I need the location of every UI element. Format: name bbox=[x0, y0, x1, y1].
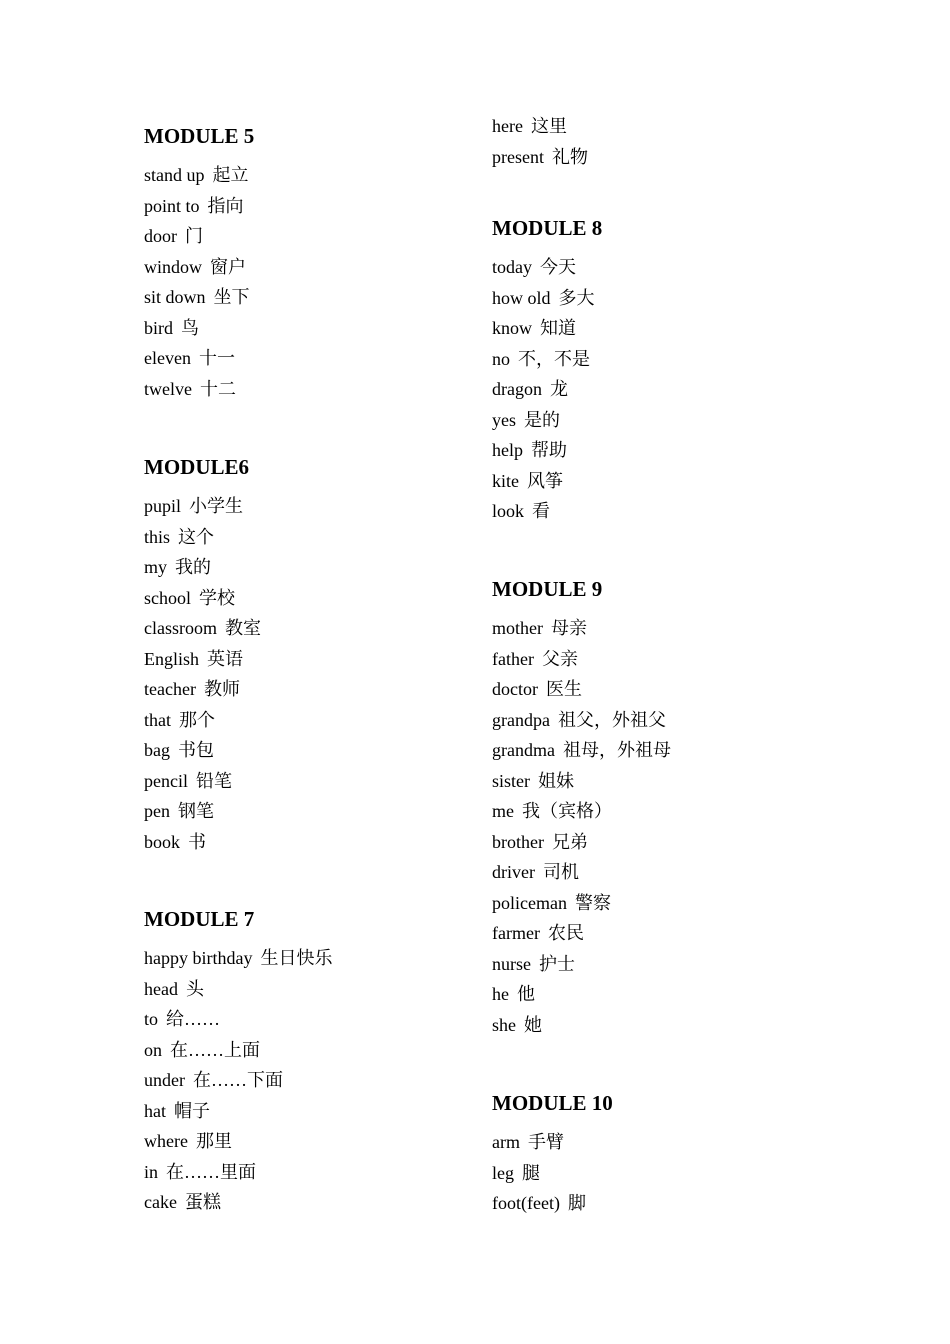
chinese-meaning: 兄弟 bbox=[551, 831, 588, 852]
vocab-item bbox=[144, 644, 261, 675]
english-word: door bbox=[144, 226, 177, 246]
english-word: twelve bbox=[144, 378, 192, 399]
vocab-list bbox=[492, 613, 671, 1040]
vocab-item bbox=[144, 1187, 332, 1218]
vocab-item bbox=[492, 111, 588, 142]
english-word: here bbox=[492, 116, 523, 136]
english-word: me bbox=[492, 801, 514, 821]
vocab-item bbox=[492, 313, 602, 344]
chinese-meaning: 今天 bbox=[540, 257, 576, 277]
vocab-item bbox=[492, 979, 671, 1010]
english-word: under bbox=[144, 1070, 185, 1090]
english-word: window bbox=[144, 256, 202, 277]
english-word: leg bbox=[492, 1162, 514, 1183]
chinese-meaning: 护士 bbox=[539, 953, 575, 974]
vocab-item bbox=[144, 1157, 332, 1188]
english-word: dragon bbox=[492, 379, 542, 399]
module-title: MODULE 9 bbox=[492, 577, 603, 601]
english-word: my bbox=[144, 557, 168, 577]
english-word: policeman bbox=[492, 892, 567, 913]
vocab-item bbox=[492, 949, 671, 980]
english-word: pencil bbox=[144, 770, 188, 791]
chinese-meaning: 铅笔 bbox=[195, 770, 232, 791]
vocab-item bbox=[492, 405, 602, 436]
chinese-meaning: 生日快乐 bbox=[260, 948, 333, 968]
vocab-item bbox=[492, 344, 602, 375]
english-word: book bbox=[144, 831, 180, 852]
vocab-item bbox=[144, 766, 261, 797]
vocab-item bbox=[144, 613, 261, 644]
vocab-item bbox=[492, 705, 671, 736]
chinese-meaning: 姐妹 bbox=[538, 770, 574, 791]
vocab-item bbox=[144, 943, 332, 974]
vocab-list bbox=[492, 252, 602, 527]
chinese-meaning: 农民 bbox=[547, 923, 584, 943]
vocab-item bbox=[144, 221, 254, 252]
vocab-list bbox=[144, 491, 261, 857]
module-title: MODULE 8 bbox=[492, 216, 603, 240]
english-word: teacher bbox=[144, 679, 196, 699]
chinese-meaning: 书 bbox=[188, 831, 206, 852]
vocab-item bbox=[144, 796, 261, 827]
chinese-meaning: 知道 bbox=[540, 318, 576, 338]
english-word: father bbox=[492, 648, 534, 669]
english-word: to bbox=[144, 1009, 159, 1029]
vocab-item bbox=[492, 766, 671, 797]
vocab-item bbox=[492, 1127, 613, 1158]
chinese-meaning: 学校 bbox=[199, 587, 235, 608]
vocab-item bbox=[492, 1158, 613, 1189]
chinese-meaning: 教室 bbox=[224, 618, 261, 638]
english-word: yes bbox=[492, 409, 516, 430]
vocab-item bbox=[144, 313, 254, 344]
english-word: grandma bbox=[492, 740, 555, 760]
chinese-meaning: 祖父，外祖父 bbox=[557, 709, 666, 730]
english-word: brother bbox=[492, 831, 544, 852]
vocab-item bbox=[144, 491, 261, 522]
vocab-item bbox=[144, 160, 254, 191]
vocab-item bbox=[144, 1065, 332, 1096]
vocab-item bbox=[144, 735, 261, 766]
english-word: stand up bbox=[144, 165, 205, 185]
english-word: nurse bbox=[492, 953, 531, 974]
english-word: school bbox=[144, 587, 191, 608]
english-word: bird bbox=[144, 317, 173, 338]
module-section bbox=[492, 577, 671, 1040]
vocab-item bbox=[144, 1096, 332, 1127]
vocab-item bbox=[492, 142, 588, 173]
english-word: farmer bbox=[492, 923, 540, 943]
chinese-meaning: 我的 bbox=[175, 557, 212, 577]
english-word: foot(feet) bbox=[492, 1193, 560, 1213]
vocab-item bbox=[492, 918, 671, 949]
vocab-item bbox=[492, 857, 671, 888]
vocab-item bbox=[492, 613, 671, 644]
module-section bbox=[492, 216, 602, 527]
chinese-meaning: 龙 bbox=[549, 379, 568, 399]
chinese-meaning: 帽子 bbox=[174, 1100, 210, 1121]
chinese-meaning: 警察 bbox=[574, 892, 611, 913]
chinese-meaning: 指向 bbox=[207, 195, 244, 216]
vocab-item bbox=[492, 374, 602, 405]
vocab-item bbox=[144, 552, 261, 583]
chinese-meaning: 小学生 bbox=[189, 496, 244, 516]
chinese-meaning: 多大 bbox=[558, 287, 595, 308]
vocab-item bbox=[492, 496, 602, 527]
english-word: sit down bbox=[144, 287, 206, 307]
chinese-meaning: 医生 bbox=[545, 679, 582, 699]
chinese-meaning: 教师 bbox=[203, 679, 240, 699]
chinese-meaning: 祖母，外祖母 bbox=[562, 740, 671, 760]
vocab-item bbox=[492, 674, 671, 705]
vocab-item bbox=[144, 827, 261, 858]
chinese-meaning: 帮助 bbox=[531, 440, 567, 460]
chinese-meaning: 风筝 bbox=[527, 470, 563, 491]
chinese-meaning: 看 bbox=[532, 501, 551, 521]
english-word: look bbox=[492, 501, 525, 521]
vocab-item bbox=[144, 1004, 332, 1035]
vocab-item bbox=[492, 1010, 671, 1041]
vocab-item bbox=[144, 1126, 332, 1157]
chinese-meaning: 坐下 bbox=[213, 287, 250, 307]
english-word: pen bbox=[144, 801, 170, 821]
chinese-meaning: 在……里面 bbox=[166, 1161, 257, 1182]
english-word: head bbox=[144, 978, 178, 999]
chinese-meaning: 那里 bbox=[195, 1131, 232, 1151]
english-word: cake bbox=[144, 1192, 177, 1212]
english-word: pupil bbox=[144, 496, 182, 516]
module-title: MODULE 7 bbox=[144, 907, 255, 931]
english-word: present bbox=[492, 146, 544, 167]
vocab-item bbox=[144, 705, 261, 736]
chinese-meaning: 是的 bbox=[524, 409, 560, 430]
chinese-meaning: 父亲 bbox=[541, 648, 578, 669]
chinese-meaning: 钢笔 bbox=[178, 801, 214, 821]
chinese-meaning: 在……上面 bbox=[170, 1039, 260, 1060]
chinese-meaning: 给…… bbox=[166, 1009, 221, 1029]
module-section bbox=[144, 124, 254, 404]
english-word: driver bbox=[492, 862, 535, 882]
chinese-meaning: 门 bbox=[185, 226, 203, 246]
chinese-meaning: 十一 bbox=[198, 348, 235, 368]
vocab-item bbox=[144, 674, 261, 705]
english-word: kite bbox=[492, 470, 519, 491]
chinese-meaning: 这个 bbox=[178, 526, 215, 547]
module-title: MODULE 5 bbox=[144, 124, 255, 148]
vocab-item bbox=[144, 374, 254, 405]
english-word: arm bbox=[492, 1132, 520, 1152]
module-section bbox=[144, 455, 261, 857]
vocab-item bbox=[144, 282, 254, 313]
chinese-meaning: 那个 bbox=[179, 709, 215, 730]
english-word: doctor bbox=[492, 679, 538, 699]
module-section bbox=[492, 1091, 613, 1219]
vocab-item bbox=[144, 1035, 332, 1066]
vocab-item bbox=[492, 1188, 613, 1219]
vocab-item bbox=[144, 343, 254, 374]
chinese-meaning: 礼物 bbox=[551, 146, 588, 167]
english-word: on bbox=[144, 1039, 162, 1060]
vocab-item bbox=[144, 974, 332, 1005]
english-word: he bbox=[492, 984, 509, 1004]
chinese-meaning: 脚 bbox=[567, 1193, 586, 1213]
chinese-meaning: 头 bbox=[185, 978, 204, 999]
vocab-item bbox=[492, 644, 671, 675]
chinese-meaning: 她 bbox=[524, 1014, 542, 1035]
chinese-meaning: 不，不是 bbox=[518, 348, 590, 369]
vocab-item bbox=[492, 283, 602, 314]
chinese-meaning: 我（宾格） bbox=[522, 801, 612, 821]
english-word: English bbox=[144, 648, 200, 669]
vocab-item bbox=[492, 735, 671, 766]
english-word: that bbox=[144, 709, 171, 730]
module-section bbox=[144, 907, 332, 1218]
chinese-meaning: 窗户 bbox=[210, 256, 246, 277]
english-word: help bbox=[492, 440, 523, 460]
vocab-item bbox=[144, 252, 254, 283]
english-word: bag bbox=[144, 740, 170, 760]
english-word: in bbox=[144, 1161, 159, 1182]
vocab-list bbox=[144, 160, 254, 404]
chinese-meaning: 这里 bbox=[530, 116, 567, 136]
chinese-meaning: 母亲 bbox=[551, 618, 587, 638]
english-word: eleven bbox=[144, 348, 191, 368]
vocab-item bbox=[492, 466, 602, 497]
vocab-item bbox=[492, 435, 602, 466]
english-word: she bbox=[492, 1014, 516, 1035]
vocab-item bbox=[492, 888, 671, 919]
chinese-meaning: 鸟 bbox=[181, 317, 199, 338]
module-title: MODULE6 bbox=[144, 455, 249, 479]
english-word: classroom bbox=[144, 618, 217, 638]
english-word: this bbox=[144, 526, 171, 547]
vocab-item bbox=[492, 796, 671, 827]
english-word: today bbox=[492, 257, 532, 277]
english-word: where bbox=[144, 1131, 188, 1151]
chinese-meaning: 英语 bbox=[207, 648, 244, 669]
module-section bbox=[492, 111, 588, 172]
english-word: mother bbox=[492, 618, 543, 638]
english-word: know bbox=[492, 318, 532, 338]
chinese-meaning: 司机 bbox=[542, 862, 579, 882]
chinese-meaning: 在……下面 bbox=[192, 1070, 283, 1090]
english-word: happy birthday bbox=[144, 948, 253, 968]
vocab-list bbox=[492, 1127, 613, 1219]
chinese-meaning: 蛋糕 bbox=[184, 1192, 221, 1212]
module-title: MODULE 10 bbox=[492, 1091, 613, 1115]
english-word: how old bbox=[492, 287, 551, 308]
chinese-meaning: 起立 bbox=[212, 165, 249, 185]
vocab-item bbox=[144, 191, 254, 222]
english-word: hat bbox=[144, 1100, 166, 1121]
vocab-item bbox=[144, 583, 261, 614]
english-word: point to bbox=[144, 195, 200, 216]
vocab-item bbox=[144, 522, 261, 553]
chinese-meaning: 他 bbox=[517, 984, 535, 1004]
english-word: grandpa bbox=[492, 709, 550, 730]
vocab-item bbox=[492, 827, 671, 858]
english-word: sister bbox=[492, 770, 530, 791]
chinese-meaning: 十二 bbox=[199, 378, 236, 399]
english-word: no bbox=[492, 348, 510, 369]
chinese-meaning: 腿 bbox=[522, 1162, 540, 1183]
vocab-list bbox=[144, 943, 332, 1218]
chinese-meaning: 书包 bbox=[178, 740, 214, 760]
vocab-list bbox=[492, 111, 588, 172]
vocab-item bbox=[492, 252, 602, 283]
chinese-meaning: 手臂 bbox=[527, 1132, 564, 1152]
